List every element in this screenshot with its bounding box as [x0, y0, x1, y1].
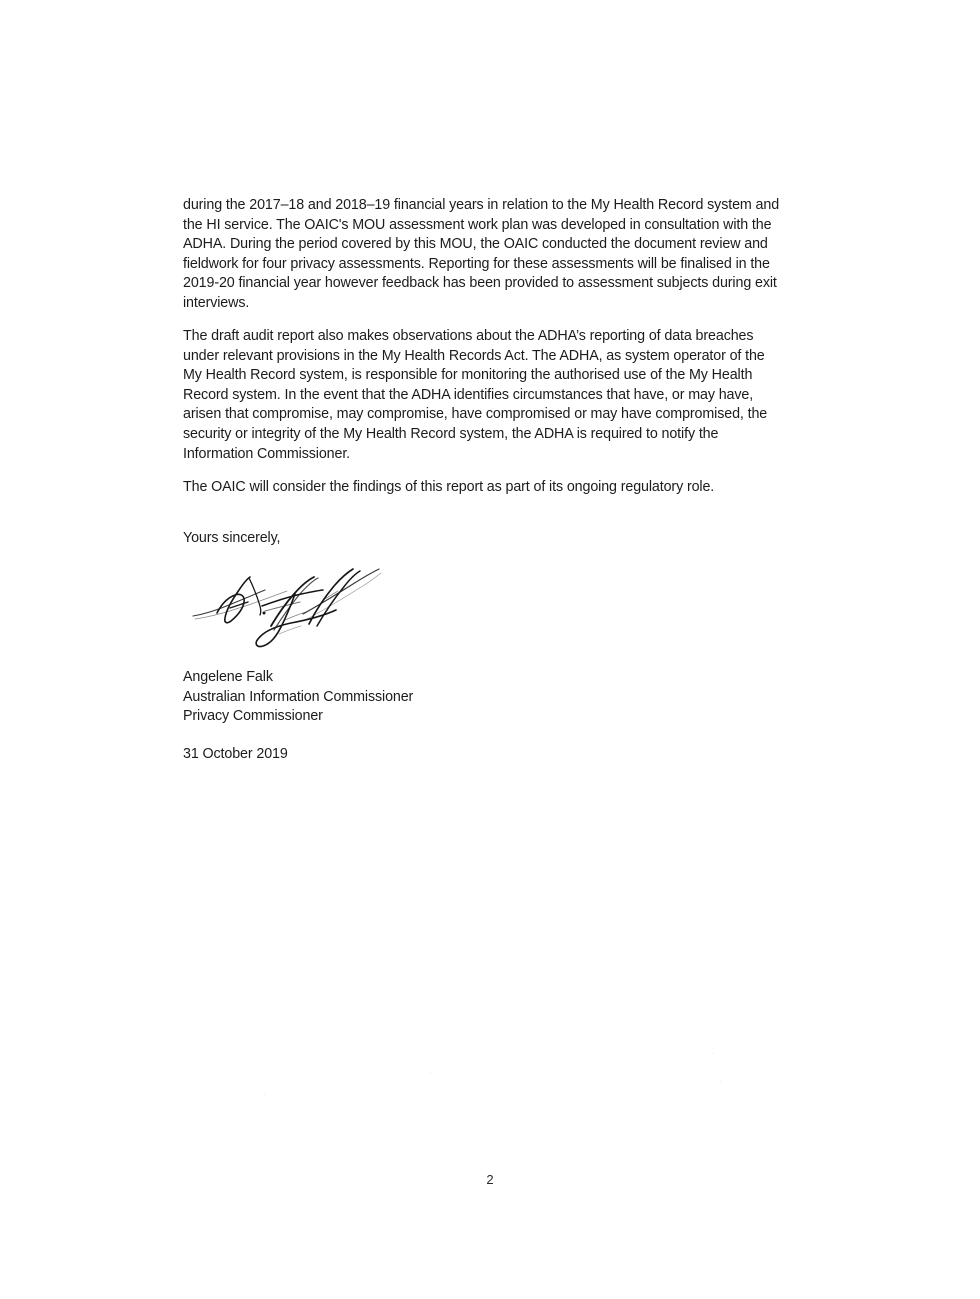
scan-speckle	[430, 1072, 431, 1073]
letter-body	[183, 196, 787, 764]
letter-date: 31 October 2019	[183, 745, 288, 762]
scan-speckle	[189, 1100, 190, 1101]
closing-spacer	[183, 511, 787, 529]
signatory-name: Angelene Falk	[183, 669, 273, 686]
signatory-block	[183, 668, 787, 726]
signature-image	[191, 564, 401, 656]
body-paragraph-2: The draft audit report also makes observations about the ADHA’s reporting of data breaches under relevant provisions in the My Health Records Act. The ADHA, as system operator of the My Health Record system, is responsible for monitoring the authorised use of the My Health Record system. In the event that the ADHA identifies circumstances that have, or may have, arisen that compromise, may compromise, have compromised or may have compromised, the security or integrity of the My Health Record system, the ADHA is required to notify the Information Commissioner.	[183, 328, 768, 462]
scan-speckle	[720, 1081, 721, 1082]
page-number: 2	[486, 1172, 494, 1187]
scan-speckle	[712, 1053, 713, 1054]
valediction: Yours sincerely,	[183, 529, 281, 546]
body-paragraph-1: during the 2017–18 and 2018–19 financial years in relation to the My Health Record system and the HI service. The OAIC's MOU assessment work plan was developed in consultation with the ADHA. During the period covered by this MOU, the OAIC conducted the document review and fieldwork for four privacy assessments. Reporting for these assessments will be finalised in the 2019-20 financial year however feedback has been provided to assessment subjects during exit interviews.	[183, 197, 780, 311]
body-paragraph-3: The OAIC will consider the findings of this report as part of its ongoing regulatory role.	[183, 478, 715, 495]
signatory-title-secondary: Privacy Commissioner	[183, 708, 323, 725]
signatory-title-primary: Australian Information Commissioner	[183, 688, 414, 705]
scan-speckle	[264, 1094, 265, 1095]
